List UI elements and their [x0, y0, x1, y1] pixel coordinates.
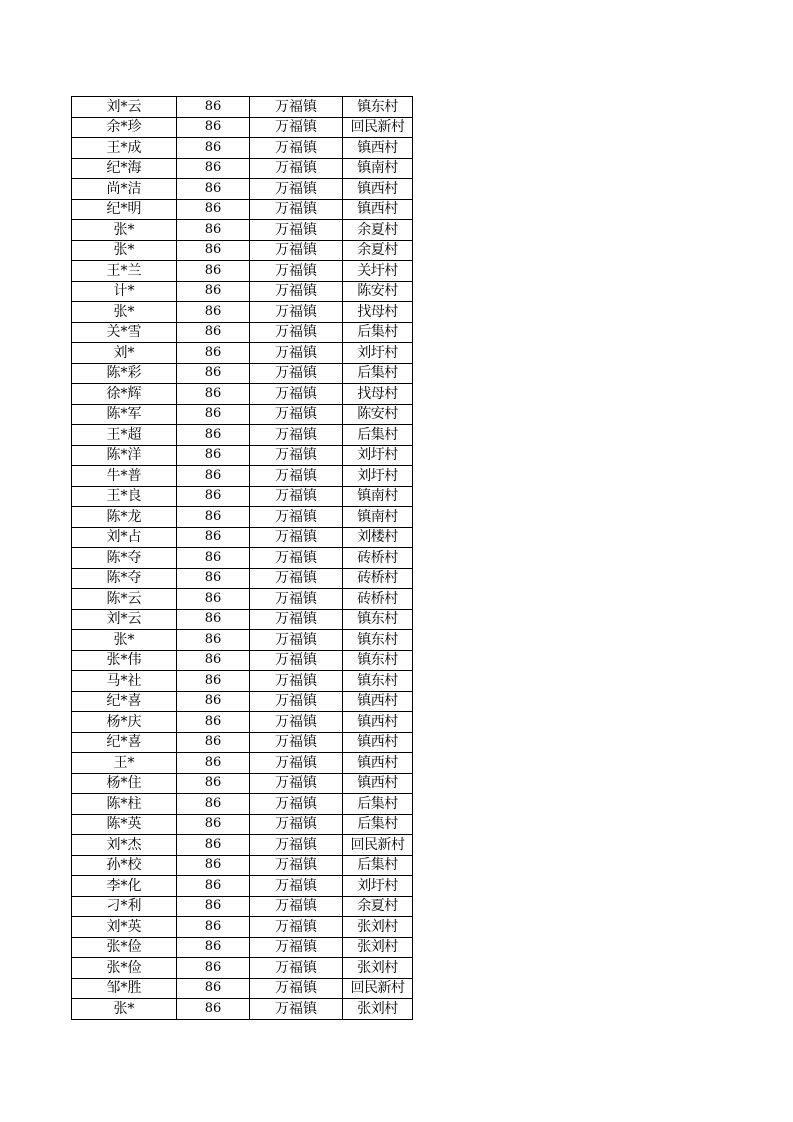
village-cell: 刘圩村 [343, 876, 413, 897]
village-cell: 张刘村 [343, 999, 413, 1020]
name-cell: 陈*龙 [72, 507, 177, 528]
table-row [72, 527, 413, 548]
name-cell: 陈*夺 [72, 548, 177, 569]
village-cell: 镇西村 [343, 773, 413, 794]
village-cell: 找母村 [343, 384, 413, 405]
name-cell: 张*伟 [72, 650, 177, 671]
table-row [72, 978, 413, 999]
table-row [72, 486, 413, 507]
town-cell: 万福镇 [250, 302, 343, 323]
score-cell: 86 [177, 671, 250, 692]
town-cell: 万福镇 [250, 384, 343, 405]
table-row [72, 691, 413, 712]
name-cell: 纪*海 [72, 158, 177, 179]
table-row [72, 609, 413, 630]
score-cell: 86 [177, 732, 250, 753]
village-cell: 余夏村 [343, 240, 413, 261]
name-cell: 陈*夺 [72, 568, 177, 589]
roster-table-body [72, 97, 413, 1020]
town-cell: 万福镇 [250, 958, 343, 979]
town-cell: 万福镇 [250, 999, 343, 1020]
score-cell: 86 [177, 466, 250, 487]
town-cell: 万福镇 [250, 343, 343, 364]
table-row [72, 732, 413, 753]
table-row [72, 671, 413, 692]
town-cell: 万福镇 [250, 630, 343, 651]
name-cell: 张* [72, 999, 177, 1020]
village-cell: 刘圩村 [343, 343, 413, 364]
name-cell: 牛*普 [72, 466, 177, 487]
name-cell: 王*良 [72, 486, 177, 507]
village-cell: 刘圩村 [343, 466, 413, 487]
score-cell: 86 [177, 609, 250, 630]
table-row [72, 712, 413, 733]
table-row [72, 589, 413, 610]
village-cell: 镇东村 [343, 630, 413, 651]
village-cell: 余夏村 [343, 220, 413, 241]
name-cell: 纪*喜 [72, 691, 177, 712]
village-cell: 回民新村 [343, 835, 413, 856]
score-cell: 86 [177, 527, 250, 548]
village-cell: 镇西村 [343, 179, 413, 200]
town-cell: 万福镇 [250, 712, 343, 733]
table-row [72, 240, 413, 261]
score-cell: 86 [177, 773, 250, 794]
village-cell: 镇东村 [343, 609, 413, 630]
table-row [72, 794, 413, 815]
name-cell: 刘*杰 [72, 835, 177, 856]
name-cell: 陈*彩 [72, 363, 177, 384]
score-cell: 86 [177, 548, 250, 569]
village-cell: 后集村 [343, 363, 413, 384]
town-cell: 万福镇 [250, 138, 343, 159]
table-row [72, 835, 413, 856]
name-cell: 杨*庆 [72, 712, 177, 733]
village-cell: 镇西村 [343, 753, 413, 774]
town-cell: 万福镇 [250, 445, 343, 466]
name-cell: 张*俭 [72, 937, 177, 958]
village-cell: 镇南村 [343, 158, 413, 179]
name-cell: 张* [72, 302, 177, 323]
name-cell: 尚*洁 [72, 179, 177, 200]
score-cell: 86 [177, 199, 250, 220]
table-row [72, 343, 413, 364]
name-cell: 陈*英 [72, 814, 177, 835]
table-row [72, 138, 413, 159]
score-cell: 86 [177, 630, 250, 651]
score-cell: 86 [177, 650, 250, 671]
town-cell: 万福镇 [250, 404, 343, 425]
village-cell: 回民新村 [343, 978, 413, 999]
village-cell: 镇东村 [343, 97, 413, 118]
village-cell: 镇东村 [343, 671, 413, 692]
score-cell: 86 [177, 322, 250, 343]
town-cell: 万福镇 [250, 179, 343, 200]
score-cell: 86 [177, 363, 250, 384]
table-row [72, 322, 413, 343]
table-row [72, 117, 413, 138]
table-row [72, 158, 413, 179]
score-cell: 86 [177, 97, 250, 118]
score-cell: 86 [177, 117, 250, 138]
town-cell: 万福镇 [250, 363, 343, 384]
village-cell: 张刘村 [343, 937, 413, 958]
town-cell: 万福镇 [250, 158, 343, 179]
name-cell: 刘* [72, 343, 177, 364]
score-cell: 86 [177, 507, 250, 528]
town-cell: 万福镇 [250, 732, 343, 753]
table-row [72, 261, 413, 282]
table-row [72, 568, 413, 589]
score-cell: 86 [177, 814, 250, 835]
roster-table [71, 96, 413, 1020]
village-cell: 关圩村 [343, 261, 413, 282]
table-row [72, 445, 413, 466]
score-cell: 86 [177, 568, 250, 589]
name-cell: 陈*云 [72, 589, 177, 610]
score-cell: 86 [177, 220, 250, 241]
score-cell: 86 [177, 158, 250, 179]
name-cell: 徐*辉 [72, 384, 177, 405]
town-cell: 万福镇 [250, 261, 343, 282]
score-cell: 86 [177, 261, 250, 282]
town-cell: 万福镇 [250, 650, 343, 671]
name-cell: 张* [72, 220, 177, 241]
table-row [72, 97, 413, 118]
village-cell: 镇西村 [343, 691, 413, 712]
table-row [72, 855, 413, 876]
village-cell: 后集村 [343, 794, 413, 815]
table-row [72, 281, 413, 302]
name-cell: 王*成 [72, 138, 177, 159]
town-cell: 万福镇 [250, 97, 343, 118]
table-row [72, 302, 413, 323]
village-cell: 镇南村 [343, 507, 413, 528]
score-cell: 86 [177, 179, 250, 200]
village-cell: 镇西村 [343, 138, 413, 159]
score-cell: 86 [177, 999, 250, 1020]
score-cell: 86 [177, 281, 250, 302]
town-cell: 万福镇 [250, 466, 343, 487]
town-cell: 万福镇 [250, 589, 343, 610]
village-cell: 陈安村 [343, 404, 413, 425]
village-cell: 张刘村 [343, 958, 413, 979]
town-cell: 万福镇 [250, 486, 343, 507]
name-cell: 孙*校 [72, 855, 177, 876]
table-row [72, 876, 413, 897]
town-cell: 万福镇 [250, 855, 343, 876]
village-cell: 回民新村 [343, 117, 413, 138]
table-row [72, 425, 413, 446]
village-cell: 后集村 [343, 425, 413, 446]
town-cell: 万福镇 [250, 671, 343, 692]
village-cell: 镇西村 [343, 712, 413, 733]
name-cell: 王*兰 [72, 261, 177, 282]
town-cell: 万福镇 [250, 794, 343, 815]
town-cell: 万福镇 [250, 199, 343, 220]
village-cell: 刘楼村 [343, 527, 413, 548]
table-row [72, 466, 413, 487]
town-cell: 万福镇 [250, 527, 343, 548]
name-cell: 纪*明 [72, 199, 177, 220]
table-row [72, 896, 413, 917]
name-cell: 马*社 [72, 671, 177, 692]
table-row [72, 179, 413, 200]
town-cell: 万福镇 [250, 281, 343, 302]
score-cell: 86 [177, 343, 250, 364]
score-cell: 86 [177, 486, 250, 507]
village-cell: 后集村 [343, 855, 413, 876]
table-row [72, 753, 413, 774]
score-cell: 86 [177, 855, 250, 876]
score-cell: 86 [177, 958, 250, 979]
town-cell: 万福镇 [250, 220, 343, 241]
score-cell: 86 [177, 240, 250, 261]
table-row [72, 507, 413, 528]
table-row [72, 199, 413, 220]
village-cell: 张刘村 [343, 917, 413, 938]
score-cell: 86 [177, 302, 250, 323]
table-row [72, 814, 413, 835]
town-cell: 万福镇 [250, 568, 343, 589]
name-cell: 关*雪 [72, 322, 177, 343]
name-cell: 计* [72, 281, 177, 302]
table-row [72, 650, 413, 671]
town-cell: 万福镇 [250, 773, 343, 794]
table-row [72, 548, 413, 569]
town-cell: 万福镇 [250, 937, 343, 958]
village-cell: 砖桥村 [343, 548, 413, 569]
score-cell: 86 [177, 835, 250, 856]
village-cell: 镇南村 [343, 486, 413, 507]
name-cell: 李*化 [72, 876, 177, 897]
name-cell: 刘*云 [72, 609, 177, 630]
score-cell: 86 [177, 589, 250, 610]
table-row [72, 773, 413, 794]
town-cell: 万福镇 [250, 876, 343, 897]
town-cell: 万福镇 [250, 322, 343, 343]
village-cell: 余夏村 [343, 896, 413, 917]
score-cell: 86 [177, 876, 250, 897]
table-row [72, 363, 413, 384]
table-row [72, 630, 413, 651]
table-row [72, 937, 413, 958]
score-cell: 86 [177, 138, 250, 159]
table-row [72, 220, 413, 241]
village-cell: 陈安村 [343, 281, 413, 302]
table-row [72, 404, 413, 425]
table-row [72, 384, 413, 405]
town-cell: 万福镇 [250, 814, 343, 835]
name-cell: 杨*住 [72, 773, 177, 794]
village-cell: 镇西村 [343, 732, 413, 753]
village-cell: 后集村 [343, 814, 413, 835]
score-cell: 86 [177, 425, 250, 446]
table-row [72, 999, 413, 1020]
town-cell: 万福镇 [250, 548, 343, 569]
name-cell: 张* [72, 630, 177, 651]
score-cell: 86 [177, 691, 250, 712]
town-cell: 万福镇 [250, 609, 343, 630]
town-cell: 万福镇 [250, 691, 343, 712]
town-cell: 万福镇 [250, 917, 343, 938]
score-cell: 86 [177, 384, 250, 405]
score-cell: 86 [177, 917, 250, 938]
town-cell: 万福镇 [250, 117, 343, 138]
score-cell: 86 [177, 978, 250, 999]
name-cell: 陈*军 [72, 404, 177, 425]
score-cell: 86 [177, 712, 250, 733]
score-cell: 86 [177, 896, 250, 917]
name-cell: 刘*占 [72, 527, 177, 548]
town-cell: 万福镇 [250, 507, 343, 528]
score-cell: 86 [177, 753, 250, 774]
town-cell: 万福镇 [250, 425, 343, 446]
name-cell: 刘*云 [72, 97, 177, 118]
village-cell: 找母村 [343, 302, 413, 323]
village-cell: 砖桥村 [343, 589, 413, 610]
name-cell: 张* [72, 240, 177, 261]
score-cell: 86 [177, 404, 250, 425]
name-cell: 张*俭 [72, 958, 177, 979]
town-cell: 万福镇 [250, 753, 343, 774]
table-row [72, 958, 413, 979]
village-cell: 镇西村 [343, 199, 413, 220]
name-cell: 王* [72, 753, 177, 774]
village-cell: 镇东村 [343, 650, 413, 671]
score-cell: 86 [177, 937, 250, 958]
name-cell: 刁*利 [72, 896, 177, 917]
score-cell: 86 [177, 794, 250, 815]
name-cell: 陈*柱 [72, 794, 177, 815]
town-cell: 万福镇 [250, 978, 343, 999]
name-cell: 王*超 [72, 425, 177, 446]
town-cell: 万福镇 [250, 240, 343, 261]
town-cell: 万福镇 [250, 835, 343, 856]
town-cell: 万福镇 [250, 896, 343, 917]
name-cell: 邹*胜 [72, 978, 177, 999]
name-cell: 余*珍 [72, 117, 177, 138]
name-cell: 陈*洋 [72, 445, 177, 466]
name-cell: 刘*英 [72, 917, 177, 938]
village-cell: 刘圩村 [343, 445, 413, 466]
name-cell: 纪*喜 [72, 732, 177, 753]
village-cell: 砖桥村 [343, 568, 413, 589]
table-row [72, 917, 413, 938]
village-cell: 后集村 [343, 322, 413, 343]
score-cell: 86 [177, 445, 250, 466]
